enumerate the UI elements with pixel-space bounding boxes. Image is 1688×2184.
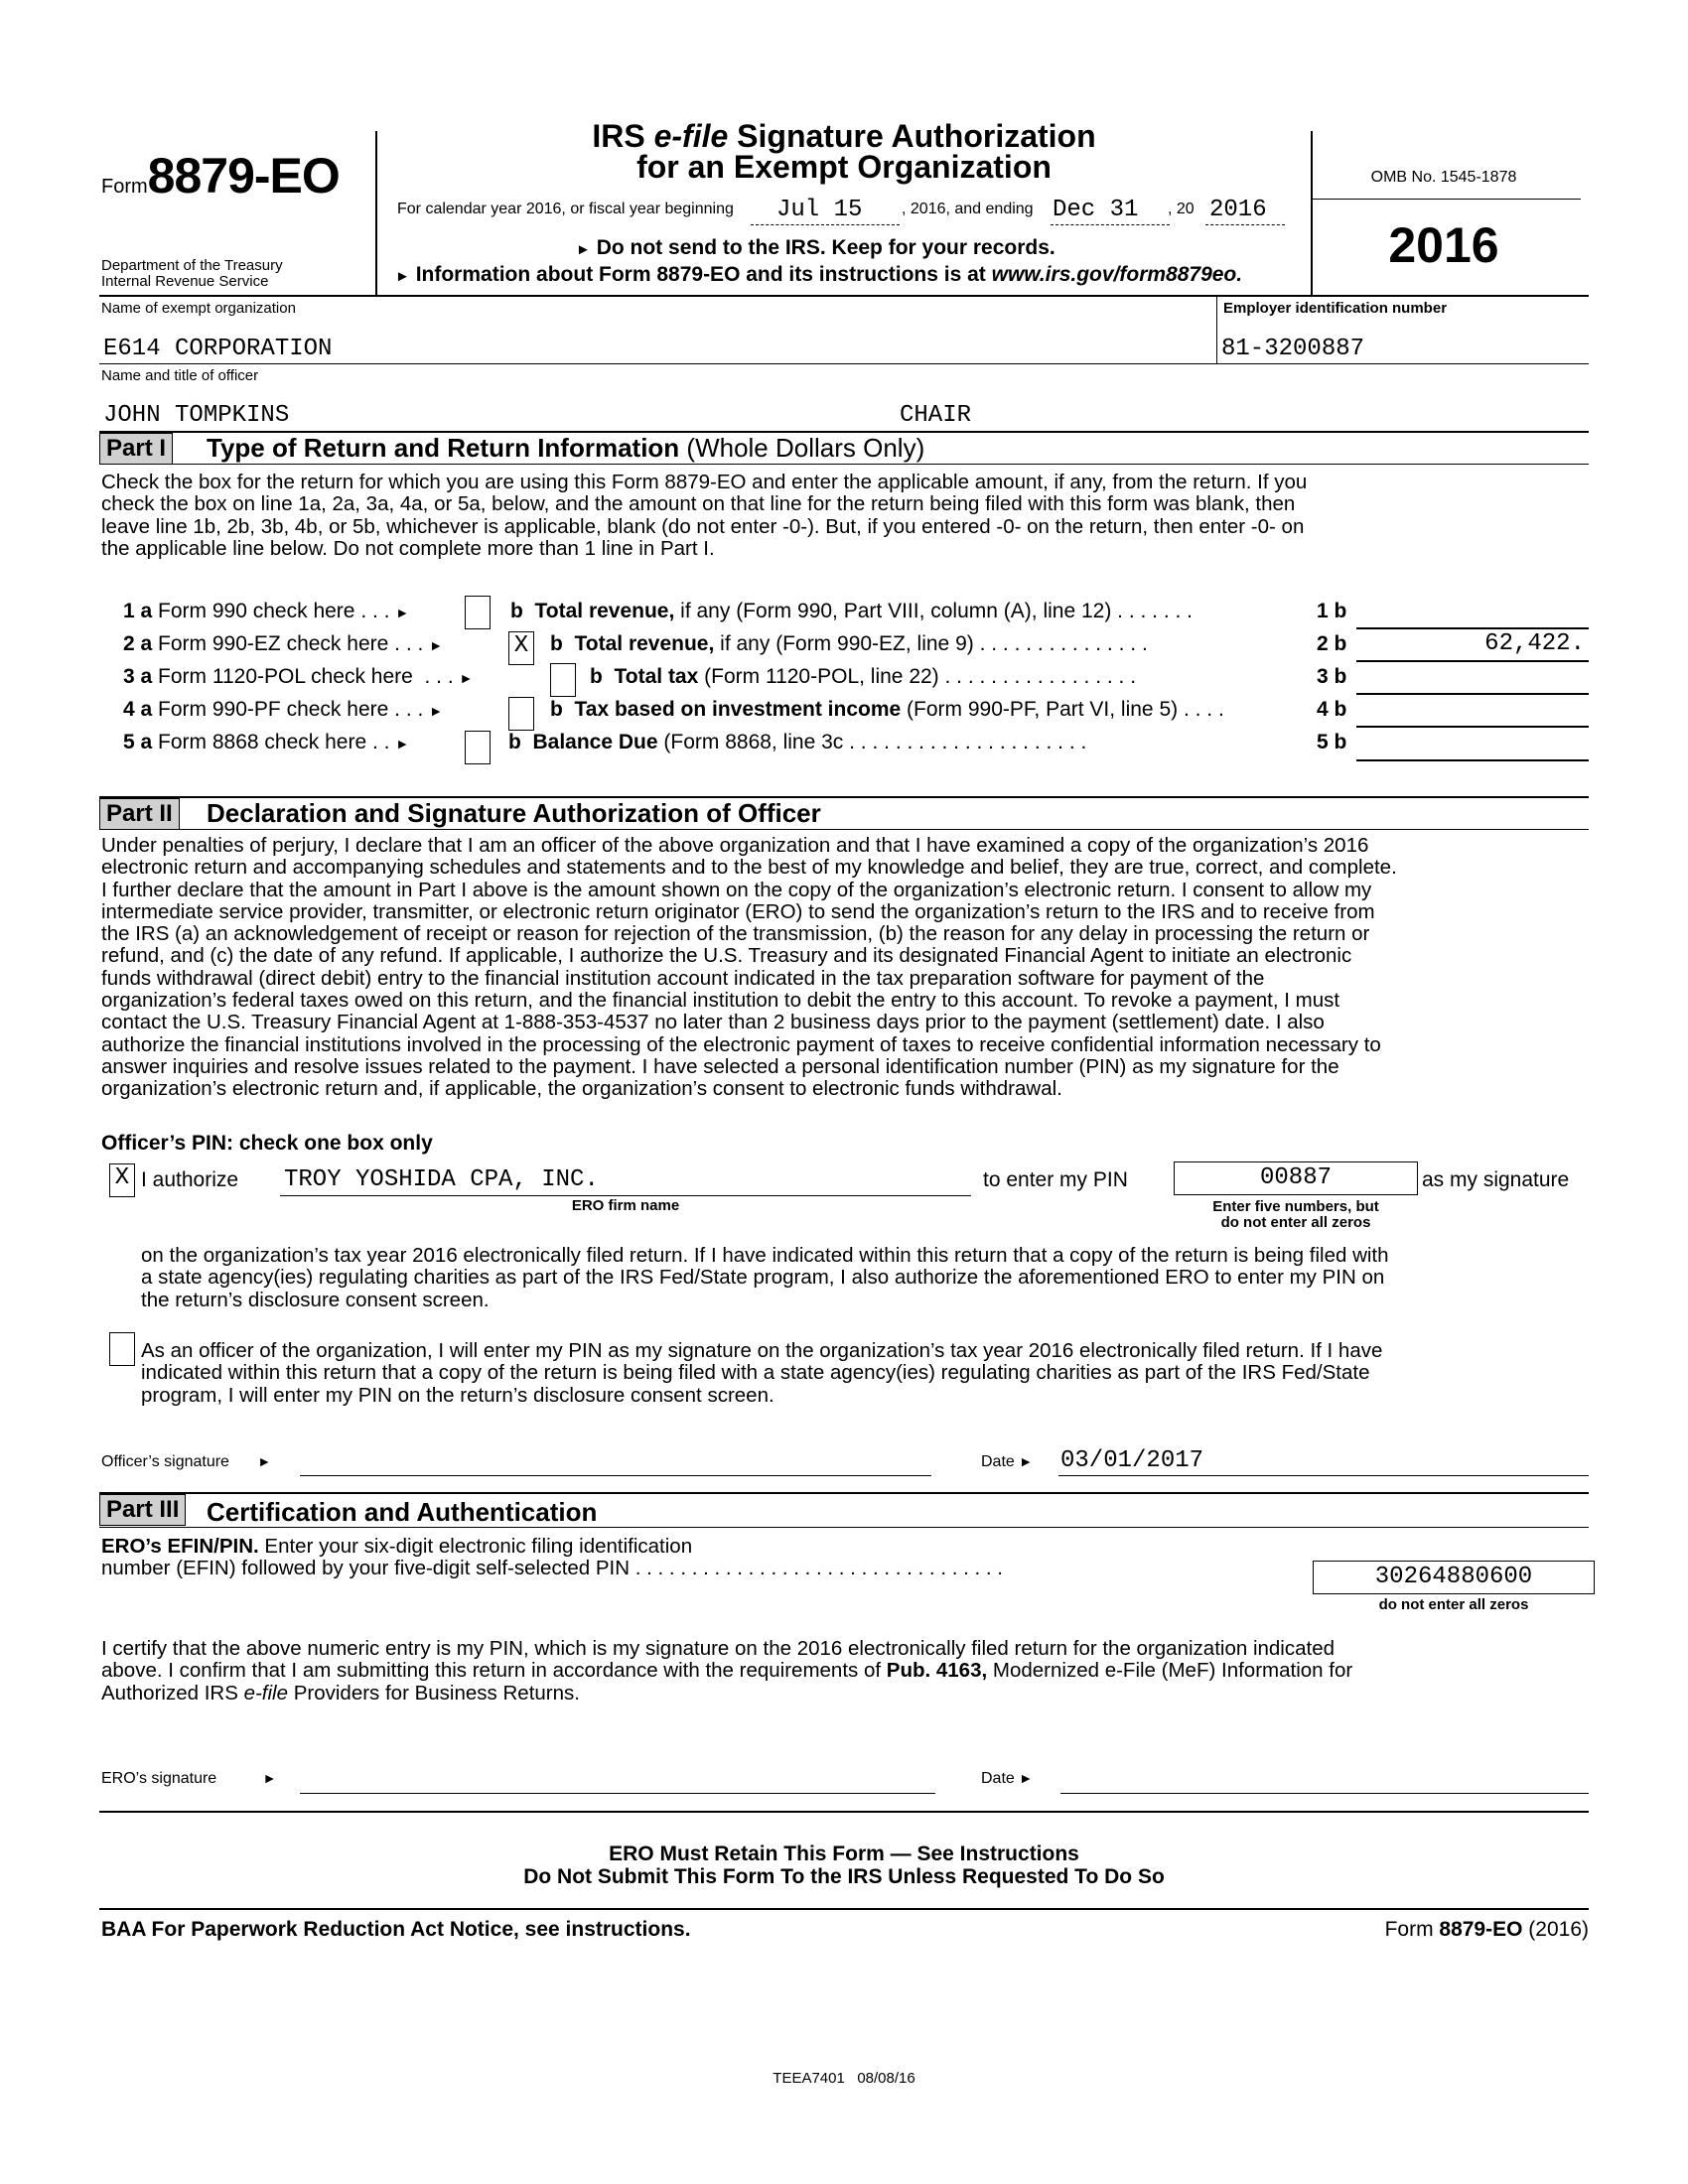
pin-heading: Officer’s PIN: check one box only [101,1132,433,1155]
efin-instruction: ERO’s EFIN/PIN. Enter your six-digit electronic filing identification number (EFIN) followed by your five-digit self-selected PIN . . . . . . . . . . . . . . . . . . . . . . . . . . . . . . . . . [101,1535,1003,1580]
arrow-right-icon: ► [429,703,444,719]
form-990ez-checkbox[interactable]: X [508,631,534,665]
form-990pf-checkbox[interactable] [508,697,534,731]
part2-title: Declaration and Signature Authorization of Officer [207,798,821,828]
arrow-right-icon: ► [576,241,591,258]
as-signature-text: as my signature [1422,1168,1570,1191]
authorize-ero-checkbox[interactable]: X [109,1163,135,1197]
end-year: 2016 [1209,197,1267,223]
part3-title: Certification and Authentication [207,1497,598,1527]
ero-signature-line[interactable] [300,1793,935,1794]
ero-signature-label: ERO’s signature ► [101,1770,277,1787]
part3-label: Part III [99,1494,186,1526]
declaration-text: Under penalties of perjury, I declare that I am an officer of the above organization and that I have examined a copy of the organization’s 2016 electronic return and accompanying schedules and statements and to the best of my knowledge and belief, they are true, correct, and complete. I further declare that the amount in Part I above is the amount shown on the copy of the organization’s electronic return. I consent to allow my intermediate service provider, transmitter, or electronic return originator (ERO) to send the organization’s return to the IRS and to receive from the IRS (a) an acknowledgement of receipt or reason for rejection of the transmission, (b) the reason for any delay in processing the return or refund, and (c) the date of any refund. If applicable, I authorize the U.S. Treasury and its designated Financial Agent to initiate an electronic funds withdrawal (direct debit) entry to the financial institution account indicated in the tax preparation software for payment of the organization’s federal taxes owed on this return, and the financial institution to debit the entry to this account. To revoke a payment, I must contact the U.S. Treasury Financial Agent at 1-888-353-4537 no later than 2 business days prior to the payment (settlement) date. I also authorize the financial institutions involved in the processing of the electronic payment of taxes to receive confidential information necessary to answer inquiries and resolve issues related to the payment. I have selected a personal identification number (PIN) as my signature for the organization’s electronic return and, if applicable, the organization’s consent to electronic funds withdrawal. [101,834,1397,1101]
part1-label: Part I [99,433,173,465]
arrow-right-icon: ► [395,736,410,751]
officer-enter-pin-checkbox[interactable] [109,1332,135,1366]
officer-signature-label: Officer’s signature ► [101,1453,272,1470]
year-prefix: , 20 [1168,201,1195,217]
org-name-label: Name of exempt organization [101,300,296,317]
line-1a: 1 a Form 990 check here . . . ► [123,600,410,622]
efin-pin-box[interactable]: 30264880600 [1313,1561,1595,1594]
arrow-right-icon: ► [262,1770,277,1786]
form-8868-checkbox[interactable] [465,731,491,764]
arrow-right-icon: ► [395,605,410,620]
form-prefix: Form [101,176,148,198]
notice-info: ► Information about Form 8879-EO and its instructions is at www.irs.gov/form8879eo. [395,263,1243,286]
to-enter-text: to enter my PIN [983,1168,1128,1191]
line-4b: b Tax based on investment income (Form 990-PF, Part VI, line 5) . . . . [550,698,1224,721]
part1-instructions: Check the box for the return for which you are using this Form 8879-EO and enter the applicable amount, if any, from the return. If you check the box on line 1a, 2a, 3a, 4a, or 5a, below, and the amount on that line for the return being filed with this form was blank, then leave line 1b, 2b, 3b, 4b, or 5b, whichever is applicable, blank (do not enter -0-). But, if you entered -0- on the return, then enter -0- on the applicable line below. Do not complete more than 1 line in Part I. [101,471,1308,560]
line-3b: b Total tax (Form 1120-POL, line 22) . . . . . . . . . . . . . . . . . [590,665,1137,688]
retain-notice: ERO Must Retain This Form — See Instructions Do Not Submit This Form To the IRS Unless Requested To Do So [523,1843,1165,1888]
baa-notice: BAA For Paperwork Reduction Act Notice, see instructions. [101,1918,691,1941]
dept-treasury: Department of the Treasury [101,257,283,274]
part2-label: Part II [99,798,180,830]
header-divider-right [1311,131,1313,296]
line-3a: 3 a Form 1120-POL check here . . . ► [123,665,474,688]
org-name: E614 CORPORATION [103,336,333,362]
officer-signature-line[interactable] [300,1475,931,1476]
part1-title: Type of Return and Return Information (Whole Dollars Only) [207,433,925,463]
notice-do-not-send: ► Do not send to the IRS. Keep for your records. [576,236,1055,259]
line-2a: 2 a Form 990-EZ check here . . . ► [123,632,444,655]
ero-date-label: Date ► [981,1770,1034,1787]
option2-text: As an officer of the organization, I will enter my PIN as my signature on the organization’s tax year 2016 electronically filed return. If I have indicated within this return that a copy of the return is being filed with a state agency(ies) regulating charities as part of the IRS Fed/State program, I will enter my PIN on the return’s disclosure consent screen. [141,1339,1383,1407]
line-1b: b Total revenue, if any (Form 990, Part VIII, column (A), line 12) . . . . . . . [510,600,1193,622]
arrow-right-icon: ► [1019,1770,1034,1786]
ero-date-line[interactable] [1060,1793,1589,1794]
tax-year: 2016 [1388,217,1499,273]
officer-pin-box[interactable]: 00887 [1174,1161,1418,1195]
line-4a: 4 a Form 990-PF check here . . . ► [123,698,444,721]
header-bottom-rule [99,295,1589,297]
form-title: IRS e-file Signature Authorization for an Exempt Organization [592,118,1096,185]
arrow-right-icon: ► [459,670,474,686]
line-5b: b Balance Due (Form 8868, line 3c . . . . . . . . . . . . . . . . . . . . . [508,731,1087,753]
line-2b: b Total revenue, if any (Form 990-EZ, line 9) . . . . . . . . . . . . . . . [550,632,1148,655]
officer-name: JOHN TOMPKINS [103,402,290,429]
officer-title: CHAIR [900,402,972,429]
certification-text: I certify that the above numeric entry is my PIN, which is my signature on the 2016 electronically filed return for the organization indicated above. I confirm that I am submitting this return in accordance with the requirements of Pub. 4163, Modernized e-File (MeF) Information for Authorized IRS e-file Providers for Business Returns. [101,1637,1353,1705]
arrow-right-icon: ► [395,268,410,285]
form-number-block [101,147,340,205]
form-number: 8879-EO [147,148,340,204]
omb-number: OMB No. 1545-1878 [1370,169,1517,186]
end-date: Dec 31 [1053,197,1139,223]
begin-date: Jul 15 [776,197,863,223]
form-990-checkbox[interactable] [465,596,491,629]
pin-note: Enter five numbers, but do not enter all zeros [1212,1198,1379,1231]
fiscal-mid-text: , 2016, and ending [902,201,1034,217]
fiscal-year-line: For calendar year 2016, or fiscal year beginning [397,201,734,217]
officer-label: Name and title of officer [101,367,259,384]
form-code: TEEA7401 08/08/16 [773,2070,915,2087]
officer-date[interactable]: 03/01/2017 [1060,1447,1204,1474]
arrow-right-icon: ► [1019,1453,1034,1469]
arrow-right-icon: ► [429,637,444,653]
ein-value: 81-3200887 [1221,336,1365,362]
ein-label: Employer identification number [1223,300,1448,317]
line-5b-ref: 5 b [1317,731,1347,753]
line-3b-ref: 3 b [1317,665,1347,688]
officer-date-label: Date ► [981,1453,1034,1470]
authorize-text: I authorize [141,1168,239,1191]
efin-note: do not enter all zeros [1378,1596,1529,1613]
form-reference: Form 8879-EO (2016) [1384,1918,1589,1941]
line-1b-ref: 1 b [1317,600,1347,622]
ero-firm-label: ERO firm name [571,1197,680,1214]
line-4b-ref: 4 b [1317,698,1347,721]
ero-firm-name[interactable]: TROY YOSHIDA CPA, INC. [284,1166,599,1193]
irs-service: Internal Revenue Service [101,273,269,290]
option1-text: on the organization’s tax year 2016 electronically filed return. If I have indicated within this return that a copy of the return is being filed with a state agency(ies) regulating charities as part of the IRS Fed/State program, I also authorize the aforementioned ERO to enter my PIN on the return’s disclosure consent screen. [141,1244,1389,1311]
form-1120pol-checkbox[interactable] [550,663,576,697]
line-2b-ref: 2 b [1317,632,1347,655]
arrow-right-icon: ► [257,1453,272,1469]
line-5a: 5 a Form 8868 check here . . ► [123,731,410,753]
line-2b-amount[interactable]: 62,422. [1484,630,1585,657]
